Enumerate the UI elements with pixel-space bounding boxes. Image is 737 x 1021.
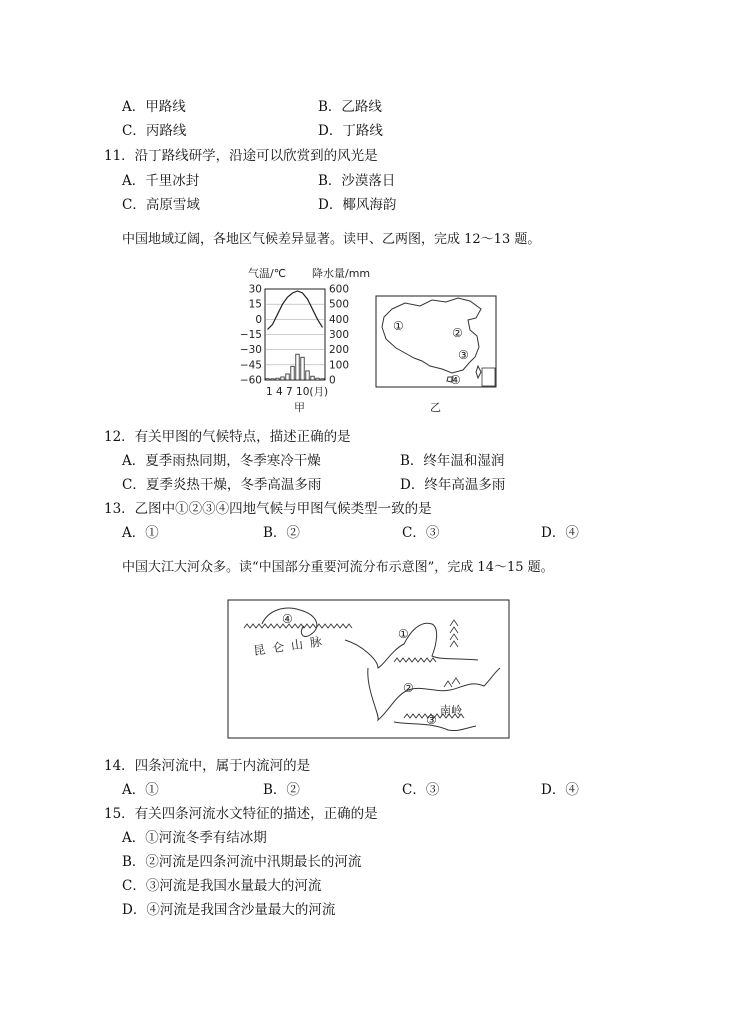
precip-tick-label: 600	[329, 283, 350, 296]
q12-option-d: D．终年高温多雨	[400, 477, 506, 493]
q10-option-b: B．乙路线	[318, 99, 382, 115]
q13-option-b: B．②	[263, 525, 300, 541]
q12-option-b: B．终年温和湿润	[400, 453, 505, 469]
q11-option-d: D．椰风海韵	[318, 197, 397, 213]
precip-tick-label: 0	[329, 374, 336, 387]
month-ticks: 1 4 7 10(月)	[266, 386, 329, 398]
label-4: ④	[450, 373, 461, 387]
temp-tick-label: −30	[239, 344, 262, 357]
q10-option-c: C．丙路线	[122, 123, 187, 139]
q12-option-a: A．夏季雨热同期，冬季寒冷干燥	[122, 453, 321, 469]
q14-stem: 14．四条河流中，属于内流河的是	[104, 758, 311, 774]
q14-option-c: C．③	[402, 782, 440, 798]
q12-stem: 12．有关甲图的气候特点，描述正确的是	[104, 429, 351, 445]
mountain-label-nanling: 南岭	[440, 704, 462, 717]
label-1: ①	[393, 319, 404, 333]
precip-tick-label: 100	[329, 359, 350, 372]
caption-jia: 甲	[294, 401, 305, 414]
river-label-4: ④	[282, 612, 293, 626]
q15-stem: 15．有关四条河流水文特征的描述，正确的是	[104, 806, 378, 822]
q13-stem: 13．乙图中①②③④四地气候与甲图气候类型一致的是	[104, 501, 432, 517]
temp-tick-label: 30	[248, 283, 262, 296]
q13-option-a: A．①	[122, 525, 159, 541]
temp-tick-label: 0	[255, 313, 262, 326]
intro-14-15: 中国大江大河众多。读“中国部分重要河流分布示意图”，完成 14～15 题。	[122, 560, 554, 575]
q11-option-c: C．高原雪域	[122, 197, 200, 213]
river-label-3: ③	[426, 713, 437, 727]
q15-option-a: A．①河流冬季有结冰期	[122, 830, 267, 846]
caption-yi: 乙	[430, 401, 441, 414]
q13-option-c: C．③	[402, 525, 440, 541]
precip-axis-label: 降水量/mm	[312, 267, 371, 280]
river-label-1: ①	[398, 627, 409, 641]
q10-option-d: D．丁路线	[318, 123, 383, 139]
label-2: ②	[452, 326, 463, 340]
temp-tick-label: −60	[239, 374, 262, 387]
temp-tick-label: −45	[239, 359, 262, 372]
q12-option-c: C．夏季炎热干燥，冬季高温多雨	[122, 477, 322, 493]
q13-option-d: D．④	[541, 525, 579, 541]
precip-tick-label: 500	[329, 298, 350, 311]
river-label-2: ②	[403, 681, 414, 695]
intro-12-13: 中国地域辽阔，各地区气候差异显著。读甲、乙两图，完成 12～13 题。	[122, 232, 541, 247]
mountain-label-kunlun: 昆仑山脉	[252, 633, 330, 658]
temp-tick-label: 15	[248, 298, 262, 311]
q10-option-a: A．甲路线	[122, 99, 186, 115]
temp-tick-label: −15	[239, 329, 262, 341]
label-3: ③	[458, 348, 469, 362]
q14-option-b: B．②	[263, 782, 300, 798]
precip-tick-label: 200	[329, 344, 350, 357]
precip-tick-label: 400	[329, 313, 350, 326]
river-map-frame	[228, 600, 509, 738]
temp-axis-label: 气温/℃	[248, 267, 287, 280]
precip-tick-label: 300	[329, 329, 350, 341]
q15-option-b: B．②河流是四条河流中汛期最长的河流	[122, 854, 362, 870]
q11-option-a: A．千里冰封	[122, 173, 200, 189]
q14-option-a: A．①	[122, 782, 159, 798]
q11-option-b: B．沙漠落日	[318, 173, 396, 189]
q15-option-c: C．③河流是我国水量最大的河流	[122, 878, 322, 894]
q15-option-d: D．④河流是我国含沙量最大的河流	[122, 902, 336, 918]
q11-stem: 11．沿丁路线研学，沿途可以欣赏到的风光是	[104, 148, 378, 164]
q14-option-d: D．④	[541, 782, 579, 798]
